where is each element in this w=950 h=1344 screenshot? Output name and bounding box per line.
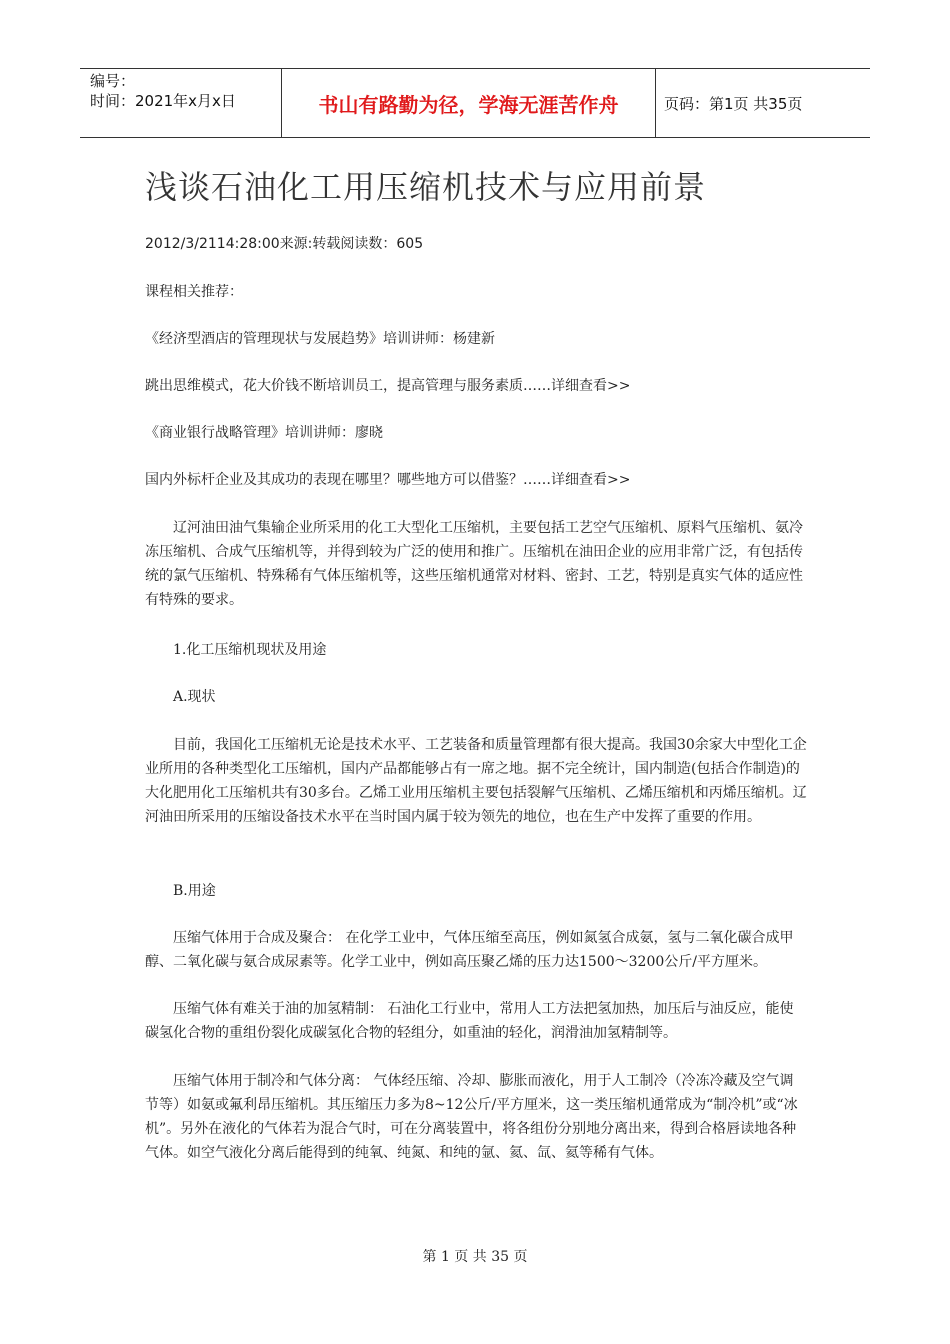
course-item-1: 《经济型酒店的管理现状与发展趋势》培训讲师：杨建新 — [145, 331, 495, 347]
subheading-b: B.用途 — [173, 883, 216, 899]
paragraph-refrigeration: 压缩气体用于制冷和气体分离： 气体经压缩、冷却、膨胀而液化，用于人工制冷（冷冻冷藏及空气调节等）如氨或氟利昂压缩机。其压缩压力多为8~12公斤/平方厘米，这一类压缩机通常成为“制冷机”或“冰机”。另外在液化的气体若为混合气时，可在分离装置中，将各组份分别地分离出来，得到合格唇读地各种气体。如空气液化分离后能得到的纯氧、纯氮、和纯的氩、氦、氙、氦等稀有气体。 — [145, 1073, 798, 1161]
header-meta-cell — [80, 69, 282, 137]
recommend-label: 课程相关推荐： — [145, 284, 243, 300]
section-heading-1: 1.化工压缩机现状及用途 — [173, 642, 327, 658]
course-item-2-desc[interactable]: 国内外标杆企业及其成功的表现在哪里？哪些地方可以借鉴？……详细查看>> — [145, 472, 631, 488]
article-title: 浅谈石油化工用压缩机技术与应用前景 — [145, 168, 707, 206]
paragraph-status: 目前，我国化工压缩机无论是技术水平、工艺装备和质量管理都有很大提高。我国30余家大中型化工企业所用的各种类型化工压缩机，国内产品都能够占有一席之地。据不完全统计，国内制造(包括合作制造)的大化肥用化工压缩机共有30多台。乙烯工业用压缩机主要包括裂解气压缩机、乙烯压缩机和丙烯压缩机。辽河油田所采用的压缩设备技术水平在当时国内属于较为领先的地位，也在生产中发挥了重要的作用。 — [145, 737, 807, 825]
page-info: 页码：第1页 共35页 — [664, 94, 803, 113]
paragraph-hydrogenation: 压缩气体有难关于油的加氢精制： 石油化工行业中，常用人工方法把氢加热，加压后与油反应，能使碳氢化合物的重组份裂化成碳氢化合物的轻组分，如重油的轻化，润滑油加氢精制等。 — [145, 1001, 794, 1041]
page-footer: 第 1 页 共 35 页 — [422, 1249, 528, 1265]
article-meta: 2012/3/2114:28:00来源:转载阅读数：605 — [145, 236, 424, 252]
paragraph-synthesis: 压缩气体用于合成及聚合： 在化学工业中，气体压缩至高压，例如氮氢合成氨，氢与二氧化碳合成甲醇、二氧化碳与氨合成尿素等。化学工业中，例如高压聚乙烯的压力达1500～3200公斤/平方厘米。 — [145, 930, 794, 970]
intro-paragraph: 辽河油田油气集输企业所采用的化工大型化工压缩机，主要包括工艺空气压缩机、原料气压缩机、氨冷冻压缩机、合成气压缩机等，并得到较为广泛的使用和推广。压缩机在油田企业的应用非常广泛，有包括传统的氯气压缩机、特殊稀有气体压缩机等，这些压缩机通常对材料、密封、工艺，特别是真实气体的适应性有特殊的要求。 — [145, 520, 803, 608]
time-label: 时间：2021年x月x日 — [90, 92, 236, 110]
number-label: 编号： — [90, 72, 136, 90]
subheading-a: A.现状 — [173, 689, 216, 705]
course-item-2: 《商业银行战略管理》培训讲师：廖晓 — [145, 425, 383, 441]
header-motto-cell — [282, 69, 656, 137]
motto-text: 书山有路勤为径，学海无涯苦作舟 — [318, 92, 619, 117]
course-item-1-desc[interactable]: 跳出思维模式，花大价钱不断培训员工，提高管理与服务素质……详细查看>> — [145, 378, 631, 394]
header-table — [80, 68, 870, 138]
